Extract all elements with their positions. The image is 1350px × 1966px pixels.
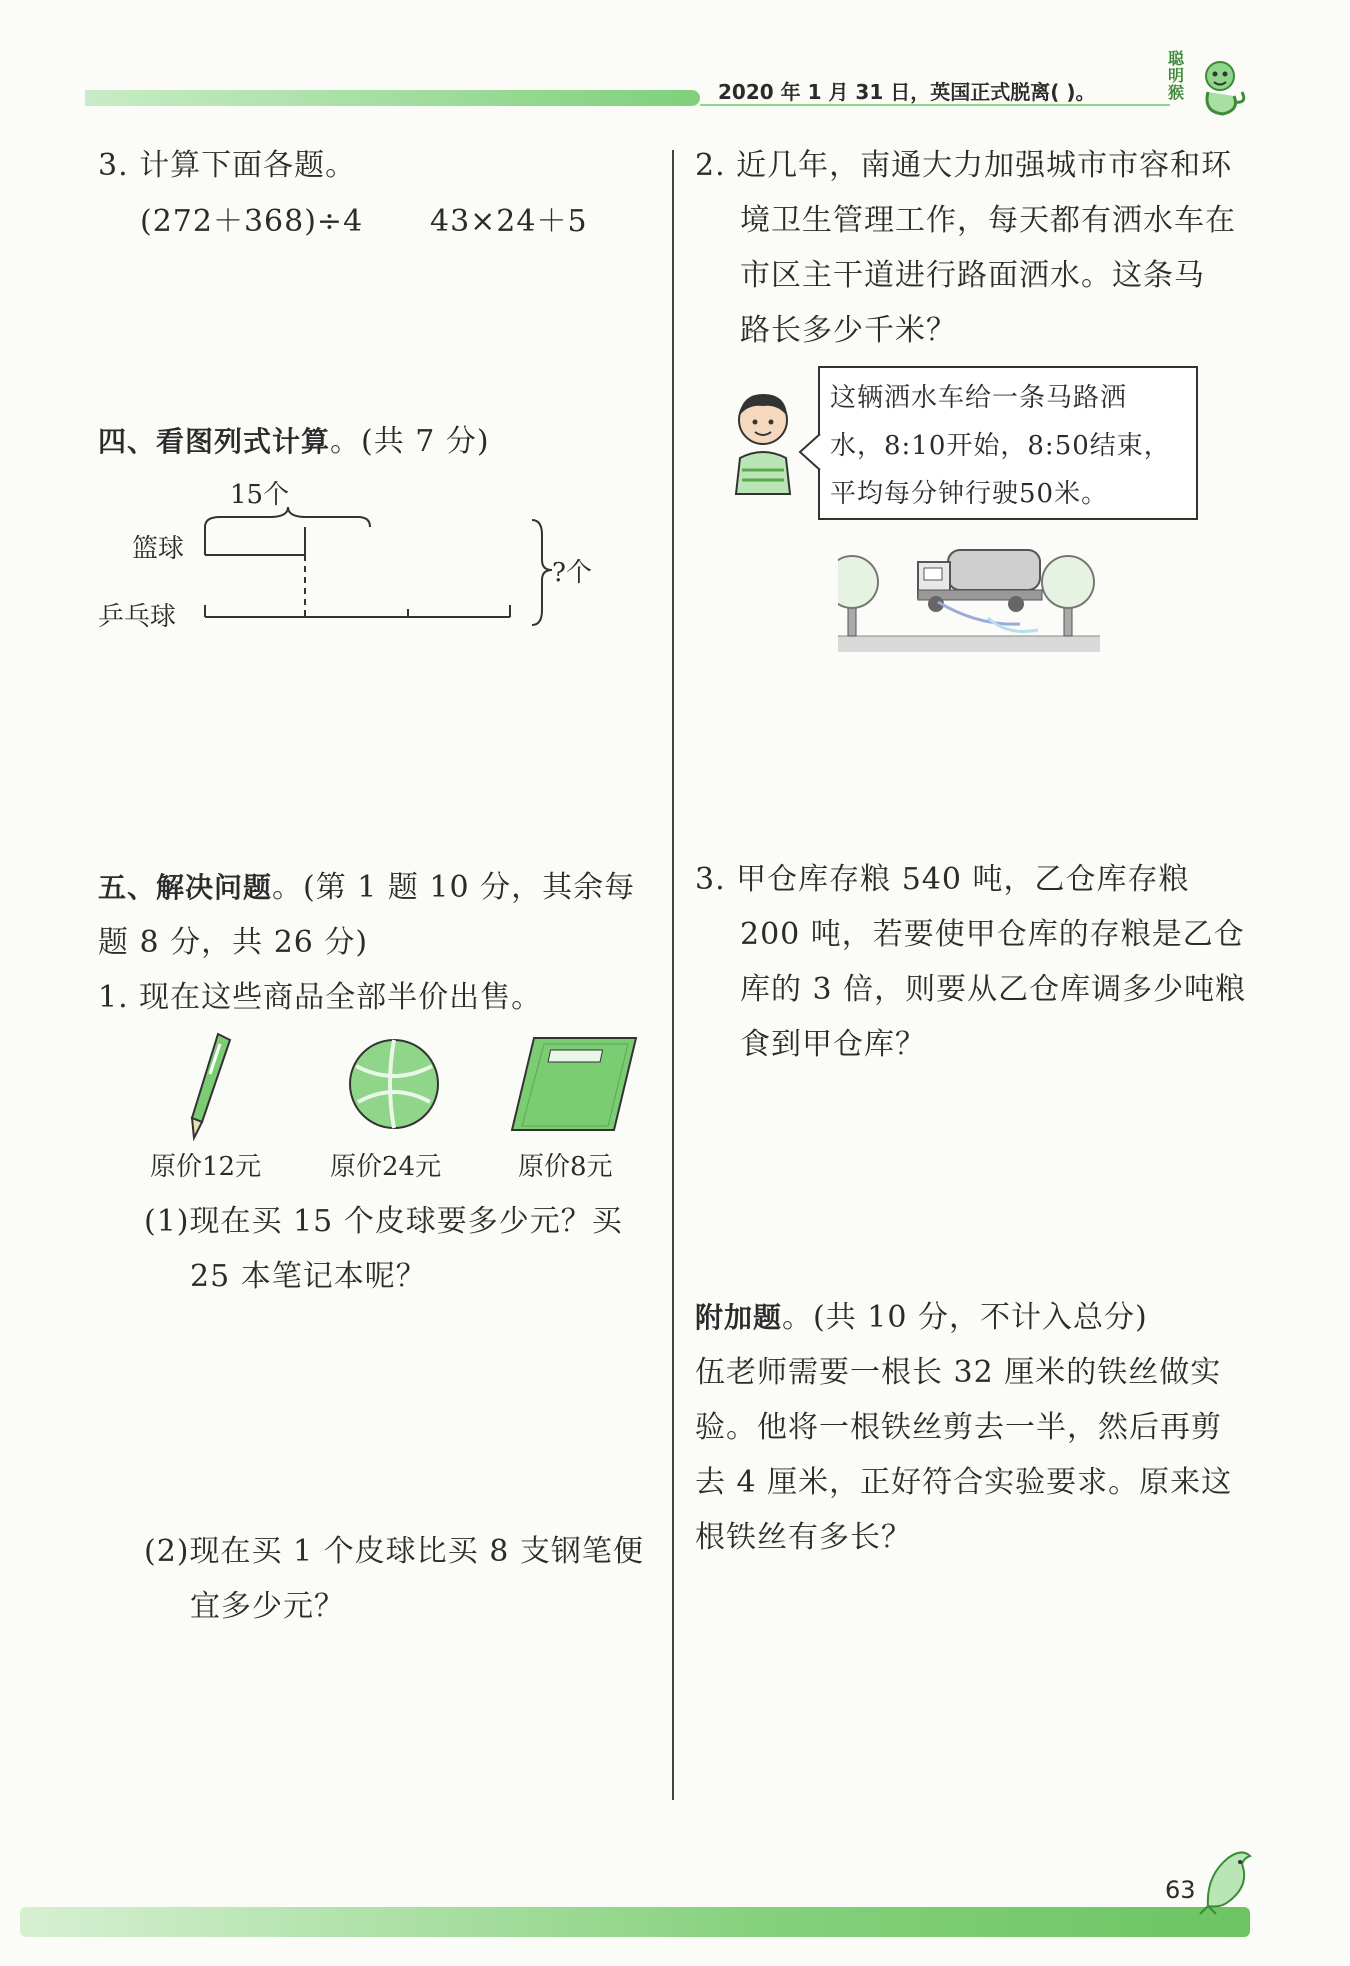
item-pen-price: 原价12元 [150,1152,262,1182]
brace-right [532,520,552,625]
bonus-line2: 验。他将一根铁丝剪去一半，然后再剪 [695,1410,1222,1445]
bonus-line3: 去 4 厘米，正好符合实验要求。原来这 [695,1465,1233,1500]
right-q3-line2: 200 吨，若要使甲仓库的存粮是乙仓 [740,917,1245,952]
footer-green-bar [20,1907,1250,1937]
right-q3-line3: 库的 3 倍，则要从乙仓库调多少吨粮 [740,972,1247,1007]
left-q3-expr2: 43×24＋5 [430,204,588,239]
section5-score: 。(第 1 题 10 分，其余每 [272,870,636,905]
dolphin-icon [1198,1846,1258,1916]
bar-diagram [190,505,560,635]
sub2-line1: (2)现在买 1 个皮球比买 8 支钢笔便 [144,1534,644,1569]
section5-heading [98,860,635,915]
speech-tail [798,432,822,472]
notebook-icon [510,1034,640,1134]
water-truck-scene-icon [838,540,1100,662]
section4-score: 。(共 7 分) [330,424,490,459]
right-q2-line4: 路长多少千米？ [740,313,957,348]
brace-top [205,507,370,527]
section5-title: 五、解决问题 [98,871,273,904]
section5-q1-title: 1. 现在这些商品全部半价出售。 [98,980,543,1015]
ball-icon [346,1036,442,1132]
boy-icon [728,388,798,496]
left-q3-expr1: (272＋368)÷4 [140,204,364,239]
diagram-top-label: 15个 [230,480,290,510]
right-q2-line2: 境卫生管理工作，每天都有洒水车在 [740,203,1236,238]
section5-score-line2: 题 8 分，共 26 分) [98,925,369,960]
right-q3-line1: 3. 甲仓库存粮 540 吨，乙仓库存粮 [695,862,1190,897]
sub1-line2: 25 本笔记本呢？ [190,1259,427,1294]
bonus-line4: 根铁丝有多长？ [695,1520,912,1555]
sub2-line2: 宜多少元？ [190,1589,345,1624]
item-ball-price: 原价24元 [330,1152,442,1182]
page-number: 63 [1165,1876,1196,1904]
section4-heading [98,414,490,469]
header-note: 2020 年 1 月 31 日，英国正式脱离( )。 [718,80,1096,104]
column-divider [672,150,674,1800]
bonus-score: 。(共 10 分，不计入总分) [782,1300,1148,1335]
left-q3-title: 3. 计算下面各题。 [98,148,357,183]
sub1-line1: (1)现在买 15 个皮球要多少元？买 [144,1204,623,1239]
speech-line2: 水，8:10开始，8:50结束， [830,431,1171,461]
bonus-line1: 伍老师需要一根长 32 厘米的铁丝做实 [695,1355,1222,1390]
logo-text: 聪明猴 [1168,49,1185,102]
diagram-row2-label: 乒乓球 [98,602,177,632]
section4-title: 四、看图列式计算 [98,425,331,458]
diagram-row1-label: 篮球 [132,534,185,564]
bonus-title: 附加题 [695,1301,783,1334]
bonus-heading [695,1290,1148,1345]
right-q2-line3: 市区主干道进行路面洒水。这条马 [740,258,1205,293]
header-green-bar [85,90,700,106]
item-notebook-price: 原价8元 [518,1152,613,1182]
speech-line1: 这辆洒水车给一条马路洒 [830,383,1128,413]
right-q2-line1: 2. 近几年，南通大力加强城市市容和环 [695,148,1233,183]
diagram-total-label: ?个 [552,558,592,588]
speech-line3: 平均每分钟行驶50米。 [830,479,1109,509]
speech-bubble [818,366,1198,520]
right-q3-line4: 食到甲仓库？ [740,1027,926,1062]
pen-icon [180,1030,240,1142]
